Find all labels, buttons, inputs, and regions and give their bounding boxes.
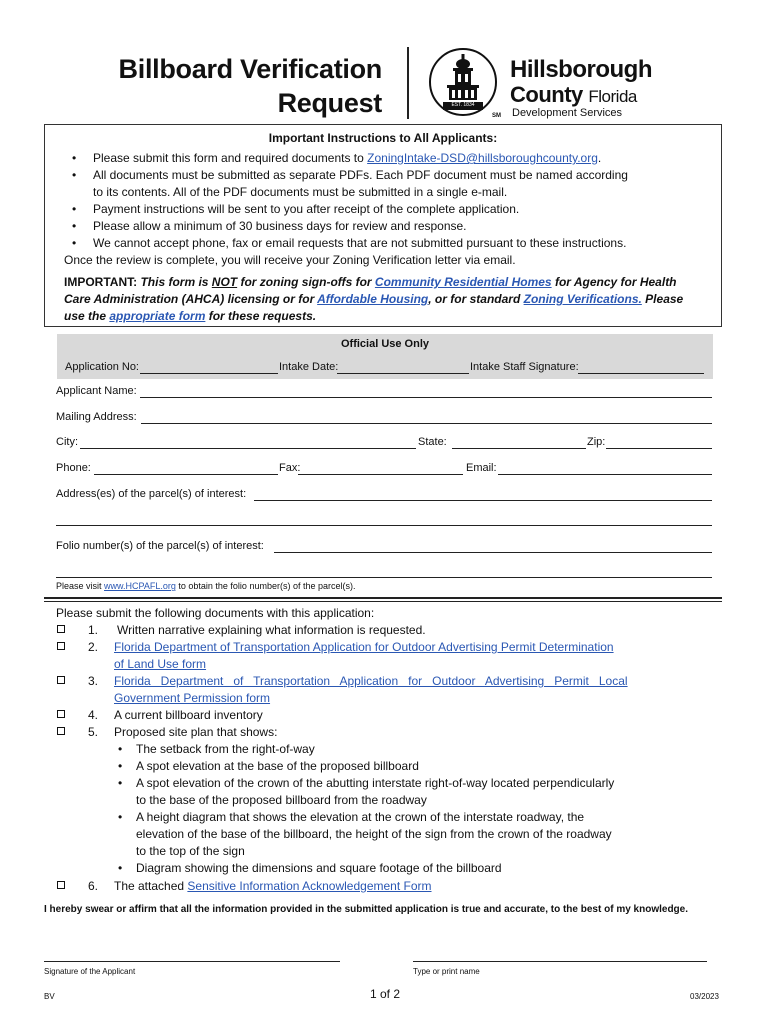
sensitive-information-form-link[interactable]: Sensitive Information Acknowledgement Form bbox=[187, 879, 432, 893]
instruction-2-line1: All documents must be submitted as separate PDFs. Each PDF document must be named according bbox=[93, 168, 628, 182]
mailing-address-label: Mailing Address: bbox=[56, 411, 137, 423]
folio-hint: Please visit www.HCPAFL.org to obtain the folio number(s) of the parcel(s). bbox=[56, 581, 356, 591]
fdot-government-permission-link-line2[interactable]: Government Permission form bbox=[114, 691, 271, 705]
zip-label: Zip: bbox=[587, 436, 606, 448]
form-code: BV bbox=[44, 992, 55, 1001]
section-divider bbox=[44, 597, 722, 599]
doc-2-number: 2. bbox=[88, 640, 99, 654]
form-title-line2: Request bbox=[277, 88, 382, 118]
site-plan-item-4-line3: to the top of the sign bbox=[136, 844, 245, 858]
seal-text: EST. 1834 bbox=[451, 102, 475, 108]
official-use-heading: Official Use Only bbox=[340, 338, 430, 350]
intake-staff-signature-label: Intake Staff Signature: bbox=[470, 361, 579, 373]
instructions-heading: Important Instructions to All Applicants: bbox=[268, 131, 498, 145]
state-name: Florida bbox=[588, 87, 637, 106]
instruction-closing: Once the review is complete, you will receive your Zoning Verification letter via email. bbox=[64, 253, 516, 267]
bullet: • bbox=[118, 776, 123, 790]
folio-label: Folio number(s) of the parcel(s) of interest: bbox=[56, 540, 264, 552]
parcel-address-label: Address(es) of the parcel(s) of interest: bbox=[56, 488, 247, 500]
service-mark: SM bbox=[492, 113, 501, 119]
applicant-signature-label: Signature of the Applicant bbox=[44, 967, 136, 976]
site-plan-item-3-line2: to the base of the proposed billboard from the roadway bbox=[136, 793, 427, 807]
doc-3-number: 3. bbox=[88, 674, 99, 688]
doc-4-number: 4. bbox=[88, 708, 99, 722]
applicant-name-label: Applicant Name: bbox=[56, 385, 137, 397]
intake-date-label: Intake Date: bbox=[279, 361, 339, 373]
site-plan-item-5: Diagram showing the dimensions and square footage of the billboard bbox=[136, 861, 502, 875]
checkbox-doc-4[interactable] bbox=[57, 710, 65, 718]
phone-field[interactable] bbox=[94, 474, 278, 475]
folio-field-2[interactable] bbox=[56, 577, 712, 578]
doc-1-text: Written narrative explaining what information is requested. bbox=[117, 623, 426, 637]
mailing-address-field[interactable] bbox=[141, 423, 712, 424]
instruction-2-line2: to its contents. All of the PDF documents must be submitted in a single e-mail. bbox=[93, 185, 508, 199]
email-field[interactable] bbox=[498, 474, 712, 475]
application-no-label: Application No: bbox=[65, 361, 139, 373]
county-name: Hillsborough bbox=[510, 56, 652, 83]
application-no-field[interactable] bbox=[140, 373, 278, 374]
city-field[interactable] bbox=[80, 448, 416, 449]
instruction-3: Payment instructions will be sent to you after receipt of the complete application. bbox=[93, 202, 520, 216]
county-word: County Florida bbox=[510, 82, 637, 107]
state-label: State: bbox=[418, 436, 447, 448]
affordable-housing-link[interactable]: Affordable Housing bbox=[317, 292, 429, 306]
checkbox-doc-2[interactable] bbox=[57, 642, 65, 650]
bullet: • bbox=[72, 236, 77, 250]
doc-6-number: 6. bbox=[88, 879, 99, 893]
department-name: Development Services bbox=[512, 107, 623, 119]
zoning-verifications-link[interactable]: Zoning Verifications. bbox=[523, 292, 642, 306]
doc-1-number: 1. bbox=[88, 623, 99, 637]
site-plan-item-3-line1: A spot elevation of the crown of the abutting interstate right-of-way located perpendicularly bbox=[136, 776, 615, 790]
intake-date-field[interactable] bbox=[337, 373, 469, 374]
print-name-field[interactable] bbox=[413, 961, 707, 962]
zoning-intake-email-link[interactable]: ZoningIntake-DSD@hillsboroughcounty.org bbox=[367, 151, 598, 165]
state-field[interactable] bbox=[452, 448, 586, 449]
site-plan-item-1: The setback from the right-of-way bbox=[136, 742, 315, 756]
phone-label: Phone: bbox=[56, 462, 91, 474]
community-residential-homes-link[interactable]: Community Residential Homes bbox=[374, 275, 552, 289]
instruction-1: Please submit this form and required documents to ZoningIntake-DSD@hillsboroughcounty.org. bbox=[93, 151, 602, 165]
bullet: • bbox=[72, 168, 77, 182]
page-number: 1 of 2 bbox=[369, 987, 401, 1001]
fax-label: Fax: bbox=[279, 462, 301, 474]
revision-date: 03/2023 bbox=[690, 992, 719, 1001]
zip-field[interactable] bbox=[606, 448, 712, 449]
fax-field[interactable] bbox=[298, 474, 463, 475]
bullet: • bbox=[118, 861, 123, 875]
site-plan-item-4-line2: elevation of the base of the billboard, the height of the sign from the crown of the roadway bbox=[136, 827, 612, 841]
form-title-line1: Billboard Verification bbox=[118, 54, 382, 84]
intake-staff-signature-field[interactable] bbox=[578, 373, 704, 374]
checkbox-doc-1[interactable] bbox=[57, 625, 65, 633]
instruction-4: Please allow a minimum of 30 business days for review and response. bbox=[93, 219, 467, 233]
checkbox-doc-3[interactable] bbox=[57, 676, 65, 684]
folio-field[interactable] bbox=[274, 552, 712, 553]
parcel-address-field[interactable] bbox=[254, 500, 712, 501]
bullet: • bbox=[118, 810, 123, 824]
important-note: IMPORTANT: This form is NOT for zoning sign-offs for Community Residential Homes for Agency for Health Care Administration (AHCA) licensing or for Affordable Housing, or for standard Zoning Verifications. Please use the appropriate form for these requests. bbox=[64, 275, 684, 323]
bullet: • bbox=[72, 219, 77, 233]
bullet: • bbox=[118, 759, 123, 773]
applicant-signature-field[interactable] bbox=[44, 961, 340, 962]
documents-intro: Please submit the following documents with this application: bbox=[56, 606, 375, 620]
parcel-address-field-2[interactable] bbox=[56, 525, 712, 526]
instruction-5: We cannot accept phone, fax or email requests that are not submitted pursuant to these instructions. bbox=[93, 236, 627, 250]
email-label: Email: bbox=[466, 462, 497, 474]
doc-5-text: Proposed site plan that shows: bbox=[114, 725, 278, 739]
print-name-label: Type or print name bbox=[413, 967, 480, 976]
appropriate-form-link[interactable]: appropriate form bbox=[109, 309, 206, 323]
doc-5-number: 5. bbox=[88, 725, 99, 739]
site-plan-item-4-line1: A height diagram that shows the elevation at the crown of the interstate roadway, the bbox=[136, 810, 585, 824]
fdot-government-permission-link[interactable]: Florida Department of Transportation Application for Outdoor Advertising Permit Local bbox=[114, 674, 628, 688]
city-label: City: bbox=[56, 436, 78, 448]
checkbox-doc-6[interactable] bbox=[57, 881, 65, 889]
bullet: • bbox=[118, 742, 123, 756]
header-divider bbox=[407, 47, 409, 119]
site-plan-item-2: A spot elevation at the base of the proposed billboard bbox=[136, 759, 419, 773]
affirmation-statement: I hereby swear or affirm that all the information provided in the submitted application is true and accurate, to the best of my knowledge. bbox=[44, 904, 688, 915]
doc-6-text: The attached Sensitive Information Acknowledgement Form bbox=[114, 879, 432, 893]
fdot-land-use-form-link-line2[interactable]: of Land Use form bbox=[114, 657, 207, 671]
bullet: • bbox=[72, 151, 77, 165]
checkbox-doc-5[interactable] bbox=[57, 727, 65, 735]
doc-4-text: A current billboard inventory bbox=[114, 708, 263, 722]
applicant-name-field[interactable] bbox=[140, 397, 712, 398]
section-divider-thin bbox=[44, 601, 722, 602]
fdot-land-use-form-link[interactable]: Florida Department of Transportation Application for Outdoor Advertising Permit Determination bbox=[114, 640, 614, 654]
bullet: • bbox=[72, 202, 77, 216]
hcpafl-link[interactable]: www.HCPAFL.org bbox=[104, 581, 176, 591]
